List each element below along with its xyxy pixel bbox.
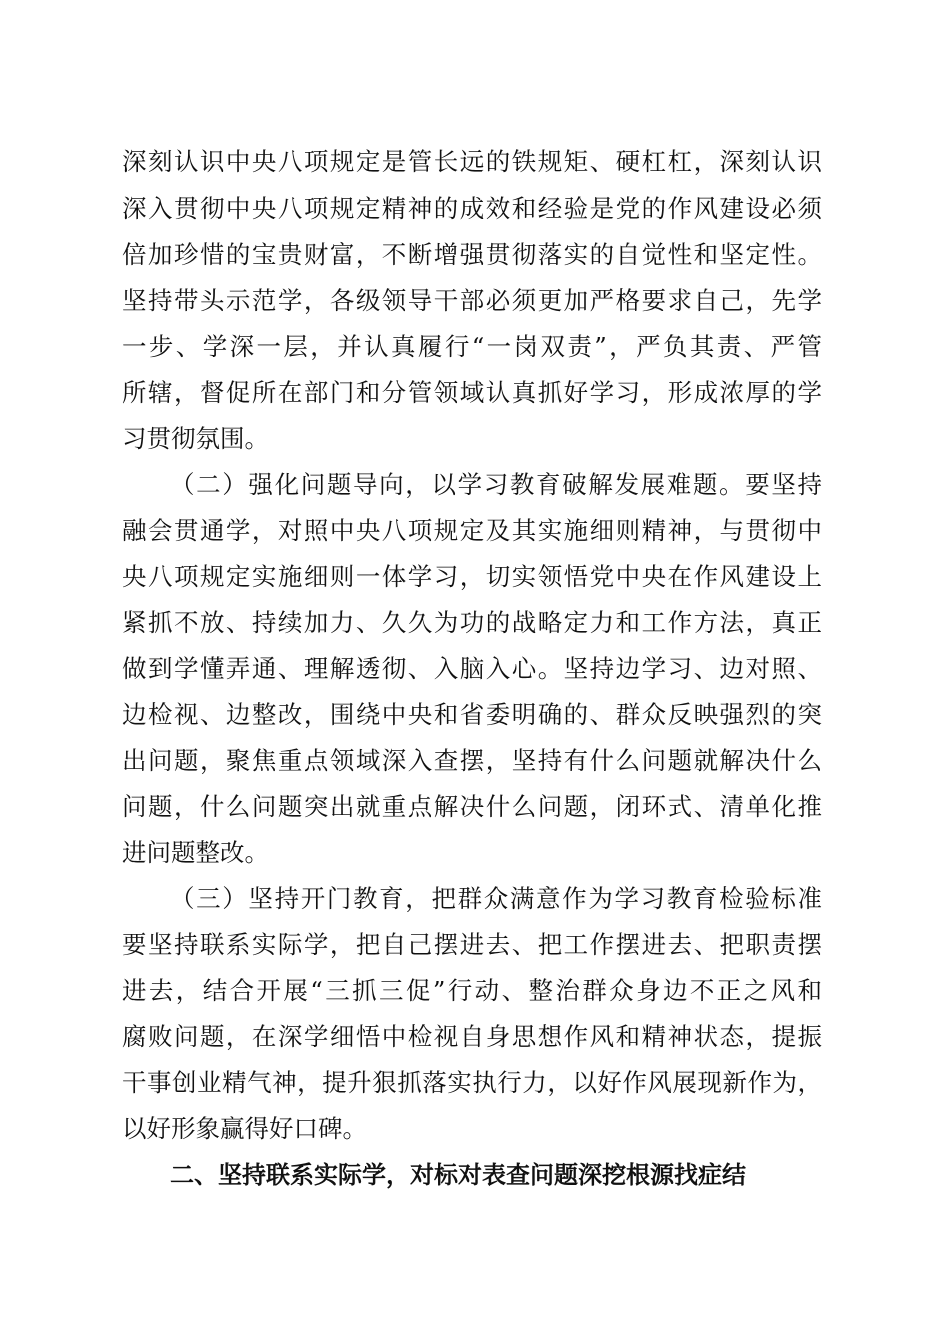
paragraph-1-line-1: 深刻认识中央八项规定是管长远的铁规矩、硬杠杠，深刻认识 xyxy=(122,147,822,176)
paragraph-3-line-2: 要坚持联系实际学，把自己摆进去、把工作摆进去、把职责摆 xyxy=(122,930,822,959)
paragraph-2-line-9: 进问题整改。 xyxy=(122,838,269,867)
section-heading: 二、坚持联系实际学，对标对表查问题深挖根源找症结 xyxy=(170,1161,746,1189)
paragraph-1-line-6: 所辖，督促所在部门和分管领域认真抓好学习，形成浓厚的学 xyxy=(122,378,822,407)
paragraph-2-line-3: 央八项规定实施细则一体学习，切实领悟党中央在作风建设上 xyxy=(122,562,822,591)
paragraph-1-line-4: 坚持带头示范学，各级领导干部必须更加严格要求自己，先学 xyxy=(122,286,822,315)
paragraph-3-line-4: 腐败问题，在深学细悟中检视自身思想作风和精神状态，提振 xyxy=(122,1022,822,1051)
paragraph-1-line-3: 倍加珍惜的宝贵财富，不断增强贯彻落实的自觉性和坚定性。 xyxy=(122,240,822,269)
paragraph-2-line-4: 紧抓不放、持续加力、久久为功的战略定力和工作方法，真正 xyxy=(122,608,822,637)
paragraph-2-line-7: 出问题，聚焦重点领域深入查摆，坚持有什么问题就解决什么 xyxy=(122,746,822,775)
paragraph-2-line-5: 做到学懂弄通、理解透彻、入脑入心。坚持边学习、边对照、 xyxy=(122,654,822,683)
paragraph-2-line-6: 边检视、边整改，围绕中央和省委明确的、群众反映强烈的突 xyxy=(122,700,822,729)
paragraph-3-line-5: 干事创业精气神，提升狠抓落实执行力，以好作风展现新作为， xyxy=(122,1068,822,1097)
paragraph-3-line-6: 以好形象赢得好口碑。 xyxy=(122,1114,367,1143)
paragraph-1-line-5: 一步、学深一层，并认真履行“一岗双责”，严负其责、严管 xyxy=(122,332,822,361)
paragraph-2-line-8: 问题，什么问题突出就重点解决什么问题，闭环式、清单化推 xyxy=(122,792,822,821)
paragraph-3-line-3: 进去，结合开展“三抓三促”行动、整治群众身边不正之风和 xyxy=(122,976,822,1005)
paragraph-2-line-1: （二）强化问题导向，以学习教育破解发展难题。要坚持 xyxy=(170,470,822,499)
paragraph-1-line-2: 深入贯彻中央八项规定精神的成效和经验是党的作风建设必须 xyxy=(122,194,822,223)
paragraph-1-line-7: 习贯彻氛围。 xyxy=(122,424,269,453)
paragraph-3-line-1: （三）坚持开门教育，把群众满意作为学习教育检验标准 xyxy=(170,884,822,913)
paragraph-2-line-2: 融会贯通学，对照中央八项规定及其实施细则精神，与贯彻中 xyxy=(122,516,822,545)
